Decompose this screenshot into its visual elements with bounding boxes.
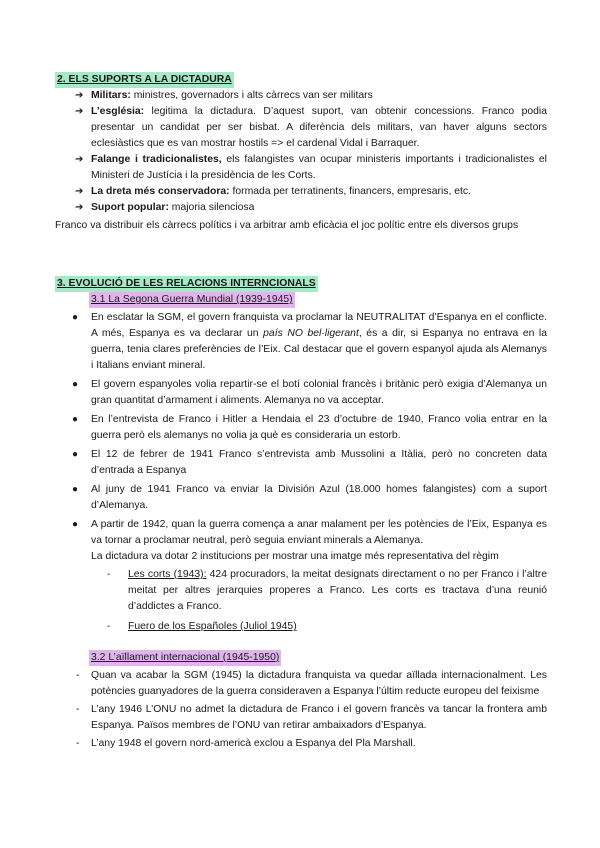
ww2-list bbox=[55, 310, 547, 635]
list-item bbox=[55, 668, 547, 700]
dash-icon: - bbox=[76, 704, 80, 715]
list-item bbox=[55, 412, 547, 444]
list-item bbox=[55, 88, 547, 104]
dash-icon: - bbox=[76, 738, 80, 749]
supports-list bbox=[55, 88, 547, 216]
item-text: 424 procuradors, la meitat designats directament o no per Franco i l’altre meitat per altres jerarquies properes a Franco. Les corts es tractava d’una reunió d’addictes a Franco. bbox=[128, 569, 547, 612]
item-text: El govern espanyoles volia repartir-se el botí colonial francès i britànic però exigia d’Alemanya un gran quantitat d’armament i aliments. Alemanya no va acceptar. bbox=[91, 379, 547, 406]
item-label: Suport popular: bbox=[91, 202, 169, 213]
list-item bbox=[55, 482, 547, 514]
item-text: els falangistes van ocupar ministeris importants i tradicionalistes el Ministeri de Justícia i la presidència de les Corts. bbox=[91, 154, 547, 181]
list-item bbox=[91, 619, 547, 635]
arrow-icon: ➔ bbox=[75, 202, 84, 213]
bullet-icon: ● bbox=[72, 449, 79, 460]
section-2 bbox=[55, 72, 547, 234]
item-emphasis: país NO bel·ligerant bbox=[263, 328, 359, 339]
bullet-icon: ● bbox=[72, 379, 79, 390]
item-text: L’any 1948 el govern nord-americà exclou a Espanya del Pla Marshall. bbox=[91, 738, 416, 749]
item-extra-text: La dictadura va dotar 2 institucions per mostrar una imatge més representativa del règim bbox=[91, 551, 499, 562]
item-label: Militars: bbox=[91, 90, 131, 101]
item-text: , és a dir, si Espanya no entrava en la guerra, tenia clares preferències de l’Eix. Cal destacar que el govern espanyol ajuda als Alemanys i Italians enviant mineral. bbox=[91, 328, 548, 371]
list-item bbox=[55, 447, 547, 479]
list-item bbox=[55, 184, 547, 200]
item-text: En l’entrevista de Franco i Hitler a Hendaia el 23 d’octubre de 1940, Franco volia entrar en la guerra però els alemanys no volia ja què es consideraria un estorb. bbox=[91, 414, 547, 441]
list-item bbox=[55, 104, 547, 152]
item-label: La dreta més conservadora: bbox=[91, 186, 230, 197]
subsection-3-2 bbox=[55, 650, 547, 754]
section-3-title: 3. EVOLUCIÓ DE LES RELACIONS INTERNCIONALS bbox=[55, 276, 318, 292]
list-item bbox=[55, 152, 547, 184]
item-text: formada per terratinents, financers, empresaris, etc. bbox=[229, 186, 472, 197]
list-item bbox=[55, 310, 547, 374]
subsection-3-1-text: La Segona Guerra Mundial (1939-1945) bbox=[108, 294, 293, 305]
list-item bbox=[55, 200, 547, 216]
bullet-icon: ● bbox=[72, 519, 79, 530]
arrow-icon: ➔ bbox=[75, 154, 84, 165]
subsection-3-2-title: 3.2 L’aïllament internacional (1945-1950) bbox=[89, 650, 281, 666]
item-text: A partir de 1942, quan la guerra comença a anar malament per les potències de l’Eix, Espanya es va tornar a proclamar neutral, però seguia enviant minerals a Alemanya. bbox=[91, 519, 547, 546]
item-label: L’església: bbox=[91, 106, 145, 117]
arrow-icon: ➔ bbox=[75, 106, 84, 117]
item-text: Quan va acabar la SGM (1945) la dictadura franquista va quedar aïllada internacionalment. Les potències guanyadores de la guerra consideraven a Espanya l’últim reducte europeu del feixisme bbox=[91, 670, 547, 697]
list-item bbox=[91, 567, 547, 615]
subsection-number: 3.1 bbox=[91, 294, 109, 305]
item-label: Falange i tradicionalistes, bbox=[91, 154, 222, 165]
section-2-title: 2. ELS SUPORTS A LA DICTADURA bbox=[55, 72, 234, 88]
bullet-icon: ● bbox=[72, 312, 79, 323]
item-label: Fuero de los Españoles (Juliol 1945) bbox=[128, 621, 297, 632]
section-3-heading bbox=[55, 276, 547, 292]
bullet-icon: ● bbox=[72, 414, 79, 425]
item-text: En esclatar la SGM, el govern franquista va proclamar la NEUTRALITAT d’Espanya en el conflicte. A més, Espanya es va declarar un bbox=[91, 312, 547, 339]
isolation-list bbox=[55, 668, 547, 752]
list-item bbox=[55, 377, 547, 409]
subsection-3-1-title bbox=[89, 292, 295, 308]
item-text: ministres, governadors i alts càrrecs van ser militars bbox=[130, 90, 373, 101]
institutions-list bbox=[91, 567, 547, 635]
subsection-3-2-heading bbox=[55, 650, 547, 666]
item-text: Al juny de 1941 Franco va enviar la División Azul (18.000 homes falangistes) com a suport d’Alemanya. bbox=[91, 484, 547, 511]
item-text: El 12 de febrer de 1941 Franco s’entrevista amb Mussolini a Itàlia, però no concreten data d’entrada a Espanya bbox=[91, 449, 547, 476]
bullet-icon: ● bbox=[72, 484, 79, 495]
item-label: Les corts (1943): bbox=[128, 569, 207, 580]
item-text: majoria silenciosa bbox=[168, 202, 255, 213]
dash-icon: - bbox=[107, 621, 111, 632]
list-item bbox=[55, 517, 547, 635]
arrow-icon: ➔ bbox=[75, 186, 84, 197]
list-item bbox=[55, 736, 547, 752]
dash-icon: - bbox=[107, 569, 111, 580]
section-2-closing: Franco va distribuir els càrrecs polítics i va arbitrar amb eficàcia el joc polític entre els diversos grups bbox=[55, 220, 519, 231]
dash-icon: - bbox=[76, 670, 80, 681]
subsection-3-1-heading bbox=[55, 292, 547, 308]
arrow-icon: ➔ bbox=[75, 90, 84, 101]
section-3 bbox=[55, 276, 547, 639]
item-text: L’any 1946 L’ONU no admet la dictadura de Franco i el govern francès va tancar la frontera amb Espanya. Països membres de l’ONU van retirar ambaixadors d’Espanya. bbox=[91, 704, 547, 731]
list-item bbox=[55, 702, 547, 734]
section-2-heading bbox=[55, 72, 547, 88]
item-text: legitima la dictadura. D’aquest suport, van obtenir concessions. Franco podia presentar un candidat per ser bisbat. A diferència dels militars, van haver alguns sectors eclesiàstics que es van mostrar hostils => el cardenal Vidal i Barraquer. bbox=[91, 106, 547, 149]
